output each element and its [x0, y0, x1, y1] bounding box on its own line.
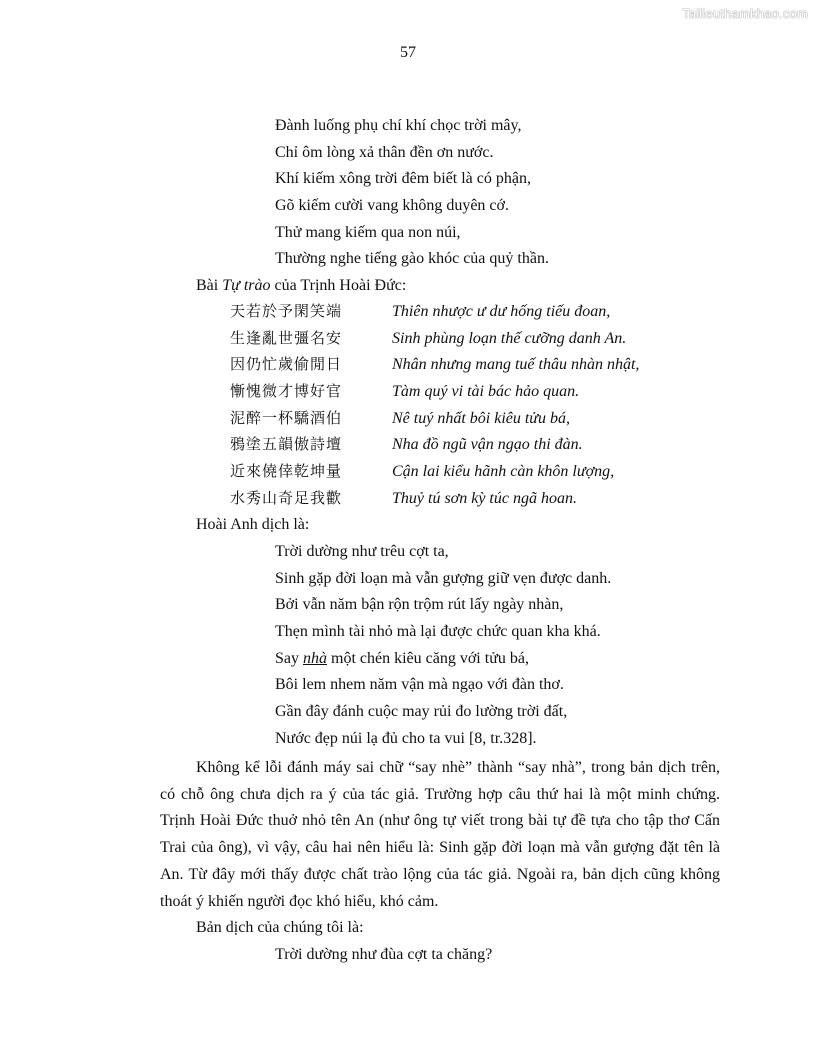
han-line: 鴉塗五韻傲詩壇	[230, 437, 343, 454]
poem-line	[275, 646, 611, 673]
phonetic-line: Tàm quý vi tài bác hảo quan.	[392, 383, 580, 401]
line-prefix: Say	[275, 649, 303, 667]
phonetic-line: Nha đồ ngũ vận ngạo thi đàn.	[392, 436, 583, 454]
phonetic-column	[392, 299, 639, 513]
poem-line: Nước đẹp núi lạ đủ cho ta vui [8, tr.328].	[275, 729, 537, 747]
line-suffix: một chén kiêu căng với tửu bá,	[327, 649, 529, 667]
han-original-column	[230, 299, 342, 513]
intro-prefix: Bài	[196, 277, 223, 294]
poem-line: Bởi vẫn năm bận rộn trộm rút lấy ngày nhàn,	[275, 596, 564, 614]
intro-suffix: của Trịnh Hoài Đức:	[270, 277, 407, 294]
page-number: 57	[400, 44, 416, 61]
phonetic-line: Sinh phùng loạn thế cưỡng danh An.	[392, 329, 627, 347]
hoai-anh-translation	[275, 539, 611, 753]
poem-intro	[196, 273, 406, 300]
poem-line: Trời dường như trêu cợt ta,	[275, 543, 449, 560]
poem-line: Đành luống phụ chí khí chọc trời mây,	[275, 117, 522, 134]
phonetic-line: Thuỷ tú sơn kỳ túc ngã hoan.	[392, 489, 577, 507]
han-line: 生逢亂世彊名安	[230, 330, 343, 347]
poem-line: Chỉ ôm lòng xả thân đền ơn nước.	[275, 143, 494, 161]
han-line: 水秀山奇足我歡	[230, 490, 343, 507]
poem-line: Gõ kiếm cười vang không duyên cớ.	[275, 197, 509, 215]
commentary-paragraph: Không kể lỗi đánh máy sai chữ “say nhè” thành “say nhà”, trong bản dịch trên, có chỗ ông chưa dịch ra ý của tác giả. Trường hợp câu thứ hai là một minh chứng. Trịnh Hoài Đức thuở nhỏ tên An (như ông tự viết trong bài tự đề tựa cho tập thơ Cấn Trai của ông), vì vậy, câu hai nên hiểu là: Sinh gặp đời loạn mà vẫn gượng đặt tên là An. Từ đây mới thấy được chất trào lộng của tác giả. Ngoài ra, bản dịch cũng không thoát ý khiến người đọc khó hiểu, khó cảm.	[160, 759, 720, 910]
poem-line: Gần đây đánh cuộc may rủi đo lường trời đất,	[275, 703, 568, 721]
poem-line: Trời dường như đùa cợt ta chăng?	[275, 946, 493, 963]
phonetic-line: Nê tuý nhất bôi kiêu tửu bá,	[392, 409, 571, 427]
han-line: 慚愧微才博好官	[230, 384, 343, 401]
phonetic-line: Thiên nhược ư dư hống tiếu đoan,	[392, 303, 611, 320]
poem-line: Bôi lem nhem năm vận mà ngạo với đàn thơ.	[275, 676, 564, 694]
poem-line: Thử mang kiếm qua non núi,	[275, 223, 461, 241]
our-translation	[275, 942, 492, 969]
hoai-anh-intro: Hoài Anh dịch là:	[196, 516, 310, 533]
poem-line: Thường nghe tiếng gào khóc của quỷ thần.	[275, 250, 549, 268]
phonetic-line: Nhân nhưng mang tuế thâu nhàn nhật,	[392, 356, 640, 374]
previous-poem-translation	[275, 113, 549, 273]
watermark: Tailieuthamkhao.com	[682, 6, 808, 21]
our-translation-intro: Bản dịch của chúng tôi là:	[196, 919, 364, 936]
han-line: 泥醉一杯驕酒伯	[230, 410, 343, 427]
han-line: 因仍忙歲偷閒日	[230, 357, 343, 374]
poem-line: Sinh gặp đời loạn mà vẫn gượng giữ vẹn được danh.	[275, 569, 612, 587]
poem-line: Khí kiếm xông trời đêm biết là có phận,	[275, 170, 531, 188]
han-line: 近來僥倖乾坤量	[230, 464, 343, 481]
poem-title: Tự trào	[222, 277, 271, 294]
underlined-word: nhà	[303, 649, 327, 667]
phonetic-line: Cận lai kiểu hãnh càn khôn lượng,	[392, 463, 615, 481]
han-line: 天若於予閑笑端	[230, 304, 343, 320]
poem-line: Thẹn mình tài nhỏ mà lại được chức quan kha khá.	[275, 623, 601, 641]
